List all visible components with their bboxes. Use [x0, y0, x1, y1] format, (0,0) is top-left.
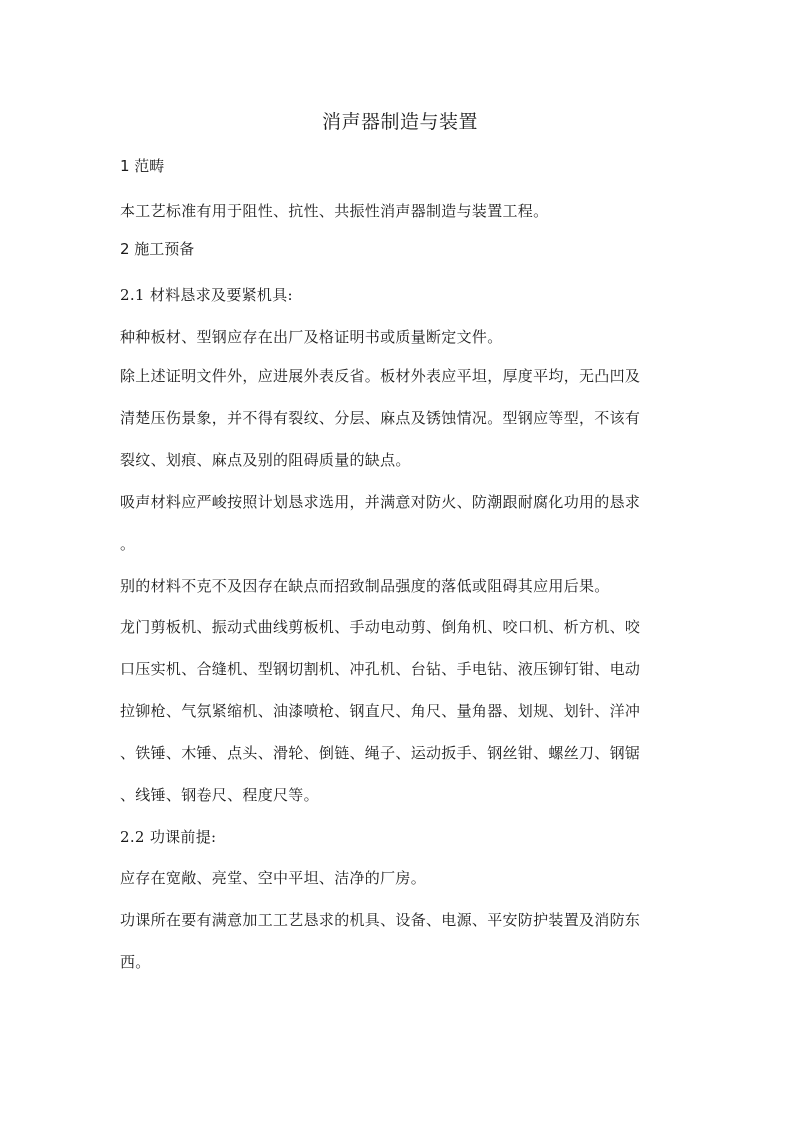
- paragraph-work-site: [120, 899, 680, 983]
- section-heading-preparation: 2 施工预备: [120, 240, 195, 258]
- paragraph-workshop: [120, 857, 680, 899]
- text-line: 西。: [120, 953, 151, 971]
- text-line: 本工艺标准有用于阻性、抗性、共振性消声器制造与装置工程。: [120, 202, 549, 220]
- text-line: 功课所在要有满意加工工艺恳求的机具、设备、电源、平安防护装置及消防东: [120, 911, 641, 929]
- paragraph-certificates: [120, 316, 680, 358]
- text-line: 清楚压伤景象，并不得有裂纹、分层、麻点及锈蚀情况。型钢应等型，不该有: [120, 409, 641, 427]
- section-heading-scope: 1 范畴: [120, 157, 165, 175]
- text-line: 2.1 材料恳求及要紧机具:: [120, 286, 293, 304]
- text-line: 应存在宽敞、亮堂、空中平坦、洁净的厂房。: [120, 869, 427, 887]
- paragraph-scope: [120, 190, 680, 232]
- paragraph-other-materials: [120, 565, 680, 607]
- subheading-work-conditions: [120, 816, 680, 858]
- text-line: 2.2 功课前提:: [120, 828, 217, 846]
- text-line: 拉铆枪、气氛紧缩机、油漆喷枪、钢直尺、角尺、量角器、划规、划针、洋冲: [120, 702, 641, 720]
- paragraph-tools-list: [120, 606, 680, 816]
- paragraph-inspection: [120, 355, 680, 481]
- text-line: 种种板材、型钢应存在出厂及格证明书或质量断定文件。: [120, 328, 503, 346]
- text-line: 、线锤、钢卷尺、程度尺等。: [120, 786, 319, 804]
- text-line: 别的材料不克不及因存在缺点而招致制品强度的落低或阻碍其应用后果。: [120, 577, 610, 595]
- text-line: 、铁锤、木锤、点头、滑轮、倒链、绳子、运动扳手、钢丝钳、螺丝刀、钢锯: [120, 744, 641, 762]
- text-line: 口压实机、合缝机、型钢切割机、冲孔机、台钻、手电钻、液压铆钉钳、电动: [120, 660, 641, 678]
- text-line: 。: [120, 535, 136, 553]
- text-line: 除上述证明文件外，应进展外表反省。板材外表应平坦，厚度平均，无凸凹及: [120, 367, 641, 385]
- text-line: 龙门剪板机、振动式曲线剪板机、手动电动剪、倒角机、咬口机、析方机、咬: [120, 618, 641, 636]
- paragraph-acoustic-material: [120, 481, 680, 565]
- text-line: 裂纹、划痕、麻点及别的阻碍质量的缺点。: [120, 451, 411, 469]
- subheading-materials: [120, 274, 680, 316]
- document-title: 消声器制造与装置: [321, 111, 478, 133]
- text-line: 吸声材料应严峻按照计划恳求选用，并满意对防火、防潮跟耐腐化功用的恳求: [120, 493, 641, 511]
